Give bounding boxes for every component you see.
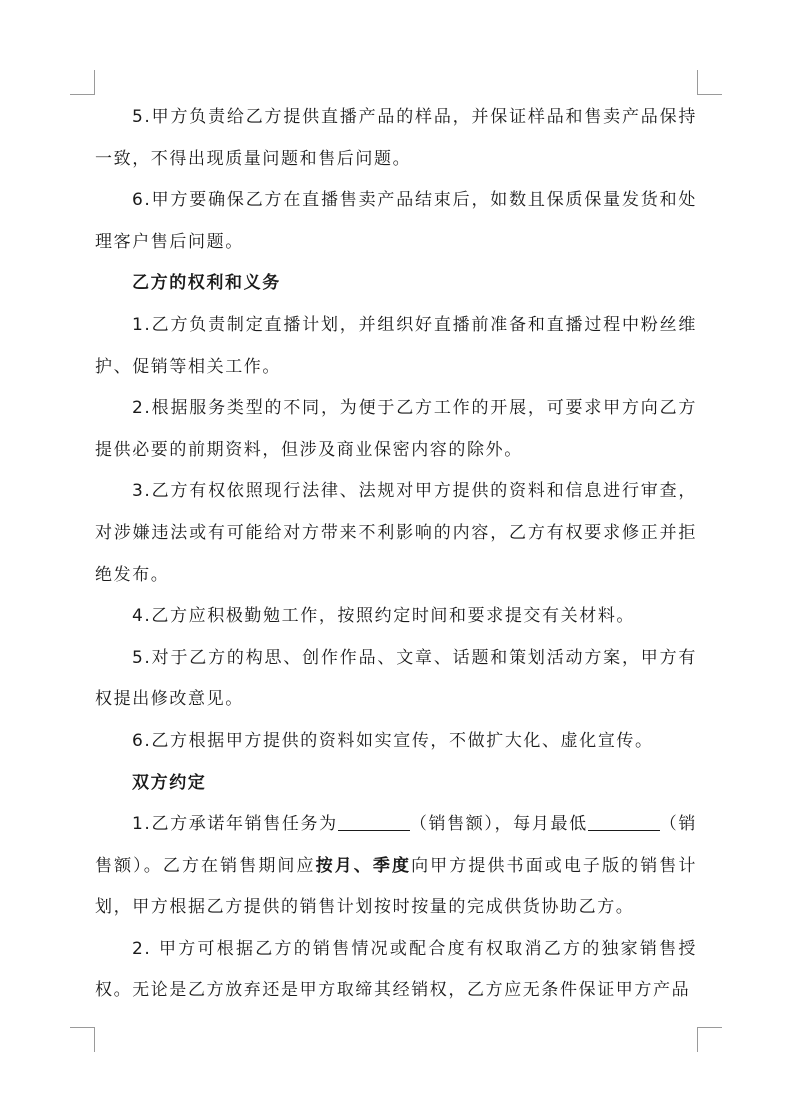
paragraph-agreement-2: 2. 甲方可根据乙方的销售情况或配合度有权取消乙方的独家销售授权。无论是乙方放弃还是甲方取缔其经销权，乙方应无条件保证甲方产品 [95,938,697,1001]
paragraph-party-b-1: 1.乙方负责制定直播计划，并组织好直播前准备和直播过程中粉丝维护、促销等相关工作。 [95,314,697,377]
paragraph-agreement-1 [95,804,697,929]
agreement-1-text-a: 1.乙方承诺年销售任务为 [132,814,338,835]
crop-mark-bottom-left [70,1027,95,1052]
crop-mark-top-left [70,70,95,95]
crop-mark-top-right [697,70,722,95]
section-heading-party-b-rights: 乙方的权利和义务 [132,273,281,294]
paragraph-party-a-5: 5.甲方负责给乙方提供直播产品的样品，并保证样品和售卖产品保持一致，不得出现质量问题和售后问题。 [95,107,697,169]
document-body [95,97,697,1012]
agreement-1-text-d: 向甲方提供书面或电子版的销售计划，甲方根据乙方提供的销售计划按时按量的完成供货协助乙方。 [95,855,698,918]
paragraph-party-a-6: 6.甲方要确保乙方在直播售卖产品结束后，如数且保质保量发货和处理客户售后问题。 [95,190,697,252]
monthly-minimum-blank [588,812,660,831]
section-heading-mutual-agreement: 双方约定 [132,772,207,793]
paragraph-party-b-2: 2.根据服务类型的不同，为便于乙方工作的开展，可要求甲方向乙方提供必要的前期资料，但涉及商业保密内容的除外。 [95,398,697,460]
paragraph-party-b-4: 4.乙方应积极勤勉工作，按照约定时间和要求提交有关材料。 [132,606,636,627]
agreement-1-bold-period: 按月、季度 [315,855,412,876]
agreement-1-text-c: （销售额）。乙方在销售期间应 [95,814,698,876]
annual-sales-blank [338,812,410,831]
crop-mark-bottom-right [697,1027,722,1052]
paragraph-party-b-3: 3.乙方有权依照现行法律、法规对甲方提供的资料和信息进行审查，对涉嫌违法或有可能给对方带来不利影响的内容，乙方有权要求修正并拒绝发布。 [95,481,697,585]
agreement-1-text-b: （销售额），每月最低 [409,814,588,835]
paragraph-party-b-6: 6.乙方根据甲方提供的资料如实宣传，不做扩大化、虚化宣传。 [132,730,654,751]
paragraph-party-b-5: 5.对于乙方的构思、创作作品、文章、话题和策划活动方案，甲方有权提出修改意见。 [95,647,697,710]
